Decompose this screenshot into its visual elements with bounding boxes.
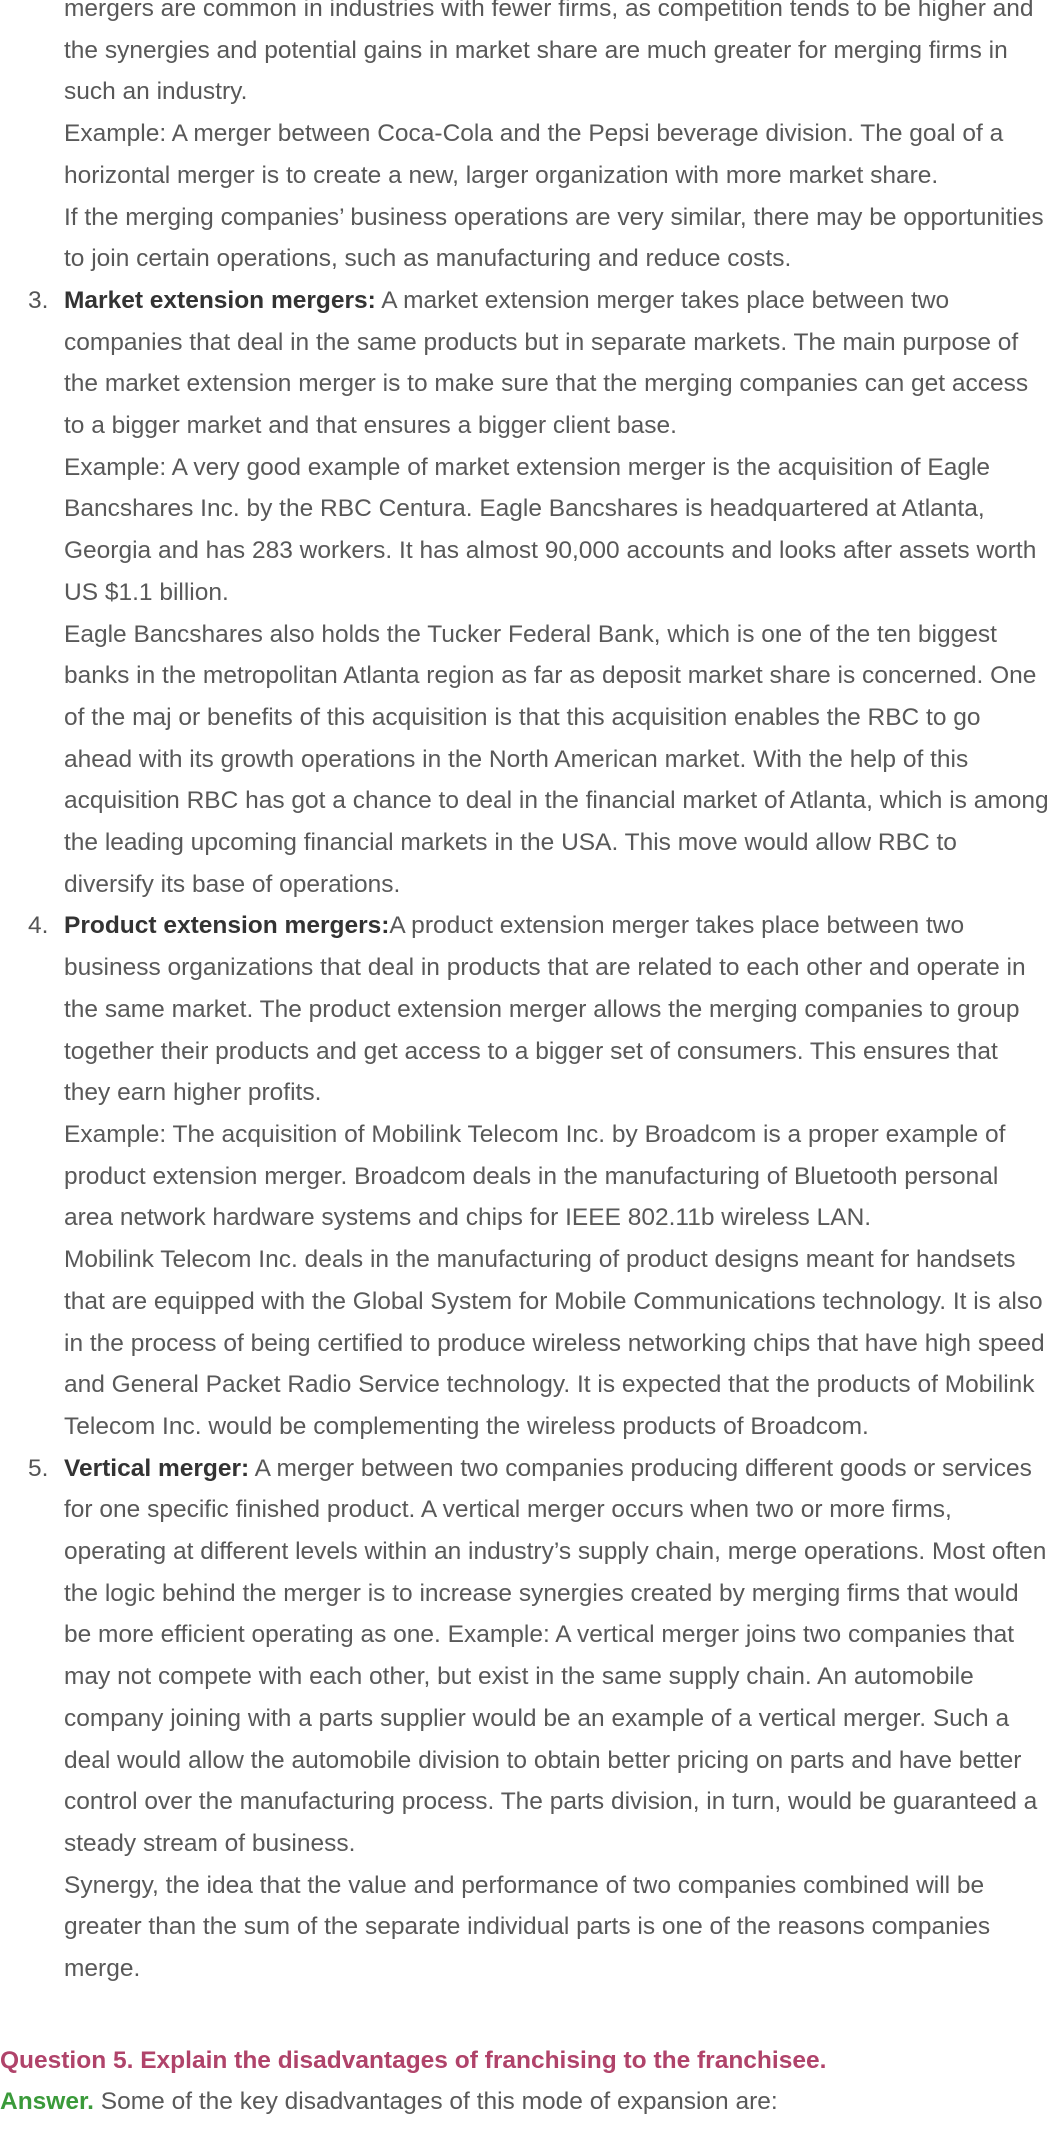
list-item-title: Product extension mergers: — [64, 912, 390, 940]
list-item-product-extension — [0, 905, 1053, 1114]
list-item-text: A merger between two companies producing different goods or services for one specific finished product. A vertical merger occurs when two or more firms, operating at different levels within an industry’s supply chain, merge operations. Most often the logic behind the merger is to increase synergies created by merging firms that would be more efficient operating as one. Example: A vertical merger joins two companies that may not compete with each other, but exist in the same supply chain. An automobile company joining with a parts supplier would be an example of a vertical merger. Such a deal would allow the automobile division to obtain better pricing on parts and have better control over the manufacturing process. The parts division, in turn, would be guaranteed a steady stream of business. — [64, 1454, 1047, 1857]
intro-paragraph: If the merging companies’ business operations are very similar, there may be opportunities to join certain operations, such as manufacturing and reduce costs. — [64, 203, 1044, 273]
list-item-number: 5. — [28, 1454, 49, 1482]
answer-line — [0, 2081, 1053, 2123]
list-item-market-extension — [0, 280, 1053, 447]
intro-paragraph: mergers are common in industries with fewer firms, as competition tends to be higher and the synergies and potential gains in market share are much greater for merging firms in such an industry. — [64, 0, 1034, 106]
list-item-paragraph: Synergy, the idea that the value and performance of two companies combined will be greater than the sum of the separate individual parts is one of the reasons companies merge. — [64, 1871, 991, 1983]
answer-text: Some of the key disadvantages of this mode of expansion are: — [93, 2088, 778, 2116]
list-item-text: A market extension merger takes place between two companies that deal in the same products but in separate markets. The main purpose of the market extension merger is to make sure that the merging companies can get access to a bigger market and that ensures a bigger client base. — [64, 286, 1029, 440]
list-item-number: 4. — [28, 912, 49, 940]
list-item-paragraph: Mobilink Telecom Inc. deals in the manufacturing of product designs meant for handsets that are equipped with the Global System for Mobile Communications technology. It is also in the process of being certified to produce wireless networking chips that have high speed and General Packet Radio Service technology. It is expected that the products of Mobilink Telecom Inc. would be complementing the wireless products of Broadcom. — [64, 1246, 1045, 1440]
answer-label: Answer. — [0, 2088, 94, 2116]
list-item-paragraph: Eagle Bancshares also holds the Tucker Federal Bank, which is one of the ten biggest banks in the metropolitan Atlanta region as far as deposit market share is concerned. One of the maj or benefits of this acquisition is that this acquisition enables the RBC to go ahead with its growth operations in the North American market. With the help of this acquisition RBC has got a chance to deal in the financial market of Atlanta, which is among the leading upcoming financial markets in the USA. This move would allow RBC to diversify its base of operations. — [64, 620, 1049, 898]
question-heading: Question 5. Explain the disadvantages of franchising to the franchisee. — [0, 2046, 827, 2074]
list-item-paragraph: Example: The acquisition of Mobilink Telecom Inc. by Broadcom is a proper example of product extension merger. Broadcom deals in the manufacturing of Bluetooth personal area network hardware systems and chips for IEEE 802.11b wireless LAN. — [64, 1120, 1006, 1232]
list-item-number: 3. — [28, 286, 49, 314]
list-item-paragraph: Example: A very good example of market extension merger is the acquisition of Eagle Bancshares Inc. by the RBC Centura. Eagle Bancshares is headquartered at Atlanta, Georgia and has 283 workers. It has almost 90,000 accounts and looks after assets worth US $1.1 billion. — [64, 453, 1037, 606]
list-item-text: A product extension merger takes place between two business organizations that deal in products that are related to each other and operate in the same market. The product extension merger allows the merging companies to group together their products and get access to a bigger set of consumers. This ensures that they earn higher profits. — [64, 912, 1026, 1107]
section-spacer — [0, 1990, 1053, 2040]
intro-paragraph: Example: A merger between Coca-Cola and the Pepsi beverage division. The goal of a horizontal merger is to create a new, larger organization with more market share. — [64, 120, 1004, 189]
list-item-vertical-merger — [0, 1448, 1053, 1865]
list-item-title: Market extension mergers: — [64, 286, 376, 314]
list-item-title: Vertical merger: — [64, 1454, 250, 1482]
